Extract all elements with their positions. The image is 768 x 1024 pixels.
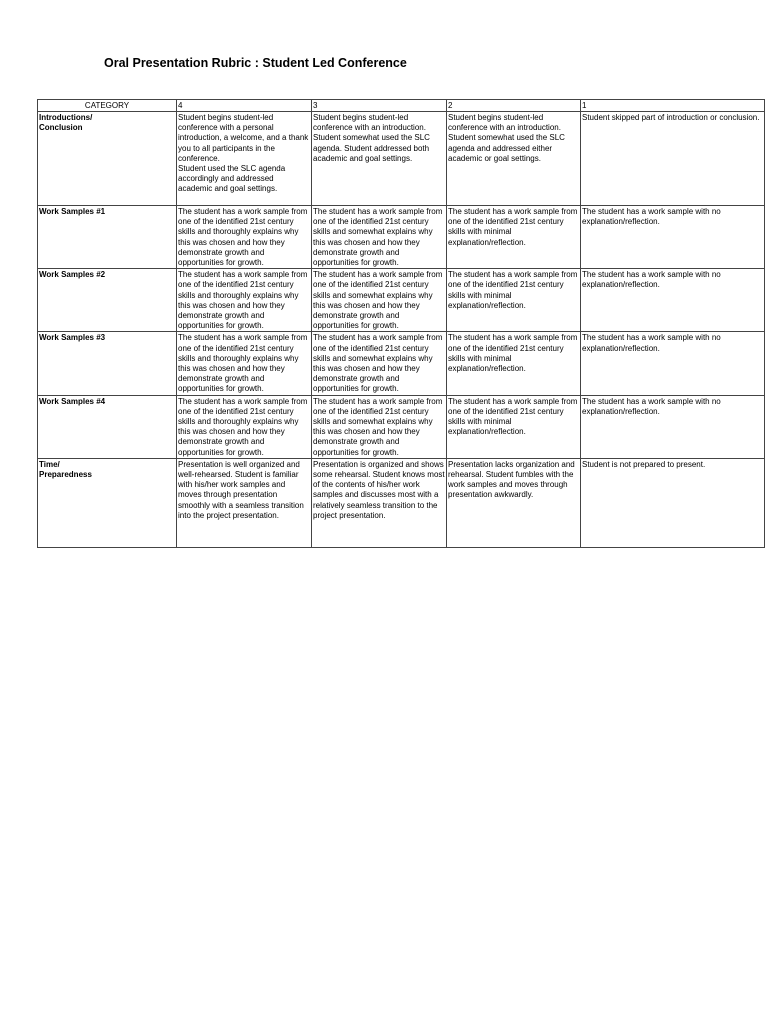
table-row [38, 206, 765, 269]
criteria-text: Student begins student-led conference with a personal introduction, a welcome, and a thank you to all participants in the conference. Student used the SLC agenda accordingly and addressed academic and goal settings. [178, 113, 309, 194]
category-label: Time/ Preparedness [39, 459, 92, 480]
criteria-text: The student has a work sample with no explanation/reflection. [582, 207, 721, 227]
category-cell [38, 112, 177, 206]
criteria-cell [312, 269, 447, 332]
criteria-text: The student has a work sample from one of the identified 21st century skills and somewhat explains why this was chosen and how they demonstrate growth and opportunities for growth. [313, 396, 443, 457]
criteria-cell [581, 395, 765, 458]
criteria-text: The student has a work sample from one of the identified 21st century skills and thoroughly explains why this was chosen and how they demonstrate growth and opportunities for growth. [178, 396, 308, 457]
criteria-cell [177, 206, 312, 269]
criteria-cell [177, 458, 312, 547]
category-cell [38, 269, 177, 332]
table-row [38, 458, 765, 547]
criteria-cell [312, 458, 447, 547]
column-header-score-2: 2 [447, 100, 581, 112]
criteria-cell [177, 395, 312, 458]
criteria-cell [447, 332, 581, 395]
criteria-cell [177, 269, 312, 332]
column-header-score-3: 3 [312, 100, 447, 112]
criteria-text: Student is not prepared to present. [582, 459, 706, 469]
criteria-cell [177, 112, 312, 206]
category-cell [38, 332, 177, 395]
criteria-cell [447, 206, 581, 269]
page-title: Oral Presentation Rubric : Student Led Conference [104, 56, 407, 70]
criteria-text: The student has a work sample from one of the identified 21st century skills and somewhat explains why this was chosen and how they demonstrate growth and opportunities for growth. [313, 333, 443, 394]
criteria-cell [447, 395, 581, 458]
criteria-cell [447, 269, 581, 332]
criteria-cell [447, 112, 581, 206]
header-row [38, 100, 765, 112]
criteria-text: The student has a work sample from one of the identified 21st century skills and thoroughly explains why this was chosen and how they demonstrate growth and opportunities for growth. [178, 207, 308, 268]
criteria-text: The student has a work sample from one of the identified 21st century skills and somewhat explains why this was chosen and how they demonstrate growth and opportunities for growth. [313, 270, 443, 331]
criteria-cell [312, 112, 447, 206]
category-label: Work Samples #2 [39, 270, 106, 280]
rubric-table [37, 99, 765, 548]
criteria-cell [581, 206, 765, 269]
criteria-cell [447, 458, 581, 547]
criteria-text: The student has a work sample with no explanation/reflection. [582, 270, 721, 290]
category-cell [38, 395, 177, 458]
criteria-text: Student begins student-led conference with an introduction. Student somewhat used the SLC agenda and addressed either academic or goal settings. [448, 113, 565, 163]
criteria-cell [581, 332, 765, 395]
criteria-text: The student has a work sample from one of the identified 21st century skills with minimal explanation/reflection. [448, 270, 578, 310]
criteria-cell [312, 332, 447, 395]
criteria-text: Presentation is well organized and well-rehearsed. Student is familiar with his/her work samples and moves through presentation smoothly with a seamless transition into the project presentation. [178, 459, 304, 520]
criteria-text: Student skipped part of introduction or conclusion. [582, 113, 760, 122]
criteria-cell [581, 458, 765, 547]
criteria-text: The student has a work sample from one of the identified 21st century skills and thoroughly explains why this was chosen and how they demonstrate growth and opportunities for growth. [178, 333, 308, 394]
category-label: Introductions/ Conclusion [39, 113, 93, 133]
column-header-score-4: 4 [177, 100, 312, 112]
category-label: Work Samples #3 [39, 333, 106, 343]
criteria-text: The student has a work sample from one of the identified 21st century skills with minimal explanation/reflection. [448, 207, 578, 247]
category-label: Work Samples #4 [39, 396, 106, 406]
criteria-text: The student has a work sample with no explanation/reflection. [582, 396, 721, 416]
column-header-score-1: 1 [581, 100, 765, 112]
criteria-text: The student has a work sample from one of the identified 21st century skills and somewhat explains why this was chosen and how they demonstrate growth and opportunities for growth. [313, 207, 443, 268]
criteria-cell [312, 395, 447, 458]
criteria-text: The student has a work sample from one of the identified 21st century skills with minimal explanation/reflection. [448, 396, 578, 437]
criteria-text: Presentation is organized and shows some rehearsal. Student knows most of the contents of his/her work samples and discusses most with a relatively seamless transition to the project presentation. [313, 459, 445, 520]
category-label: Work Samples #1 [39, 207, 106, 216]
table-row [38, 112, 765, 206]
criteria-text: The student has a work sample from one of the identified 21st century skills and thoroughly explains why this was chosen and how they demonstrate growth and opportunities for growth. [178, 270, 308, 331]
criteria-text: The student has a work sample from one of the identified 21st century skills with minimal explanation/reflection. [448, 333, 578, 374]
table-row [38, 269, 765, 332]
category-cell [38, 458, 177, 547]
criteria-text: The student has a work sample with no explanation/reflection. [582, 333, 721, 353]
criteria-text: Student begins student-led conference with an introduction. Student somewhat used the SLC agenda. Student addressed both academic and goal settings. [313, 113, 430, 163]
column-header-category: CATEGORY [38, 100, 177, 112]
criteria-cell [177, 332, 312, 395]
criteria-cell [581, 269, 765, 332]
criteria-cell [312, 206, 447, 269]
table-row [38, 395, 765, 458]
criteria-cell [581, 112, 765, 206]
table-row [38, 332, 765, 395]
category-cell [38, 206, 177, 269]
criteria-text: Presentation lacks organization and rehearsal. Student fumbles with the work samples and moves through presentation awkwardly. [448, 459, 575, 500]
